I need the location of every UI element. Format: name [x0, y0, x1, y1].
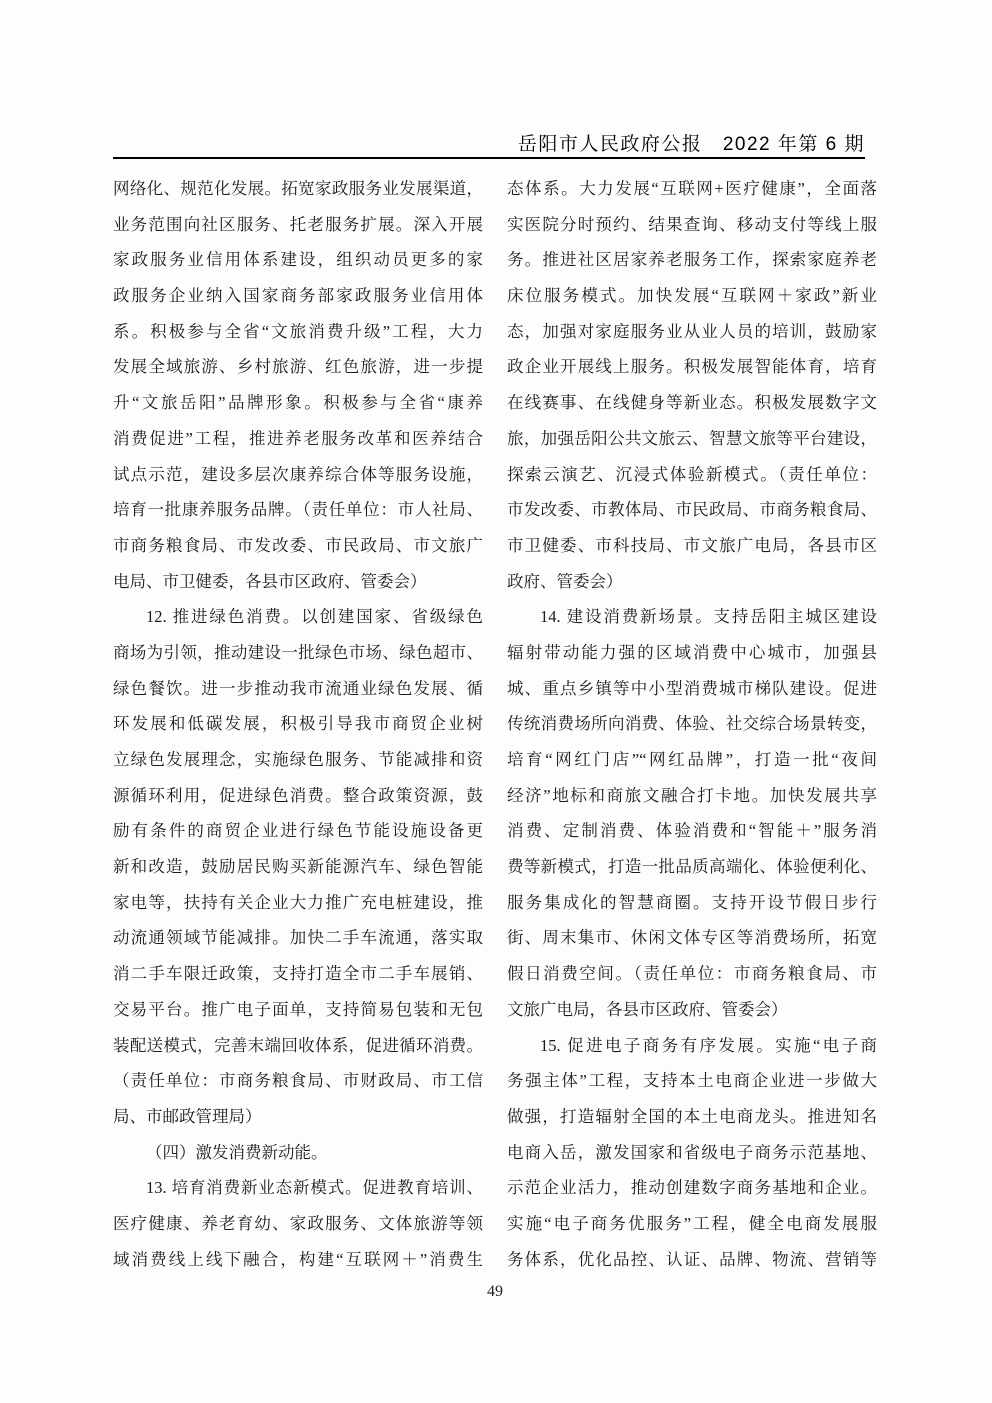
header-divider: [113, 157, 865, 159]
text-line: 态体系。大力发展“互联网+医疗健康”，全面落: [507, 179, 877, 198]
text-line: 市发改委、市教体局、市民政局、市商务粮食局、: [507, 500, 877, 520]
text-line: 文旅广电局，各县市区政府、管委会）: [507, 999, 788, 1019]
text-line: 在线赛事、在线健身等新业态。积极发展数字文: [507, 393, 877, 413]
text-line: 培育一批康养服务品牌。（责任单位：市人社局、: [113, 500, 483, 520]
text-line: 费等新模式，打造一批品质高端化、体验便利化、: [507, 857, 877, 877]
text-line: 业务范围向社区服务、托老服务扩展。深入开展: [113, 214, 483, 234]
text-line: 政服务企业纳入国家商务部家政服务业信用体: [113, 286, 483, 306]
left-column: [113, 171, 483, 1277]
page-number: 49: [487, 1283, 503, 1300]
text-line: 培育“网红门店”“网红品牌”，打造一批“夜间: [507, 750, 877, 769]
text-line: 态，加强对家庭服务业从业人员的培训，鼓励家: [507, 321, 877, 341]
text-line: 新和改造，鼓励居民购买新能源汽车、绿色智能: [113, 857, 483, 877]
text-line: 电商入岳，激发国家和省级电子商务示范基地、: [507, 1142, 877, 1162]
text-line: 实医院分时预约、结果查询、移动支付等线上服: [507, 214, 877, 234]
text-line: 13. 培育消费新业态新模式。促进教育培训、: [146, 1178, 483, 1198]
text-line: 环发展和低碳发展，积极引导我市商贸企业树: [113, 714, 483, 734]
text-line: 局、市邮政管理局）: [113, 1106, 262, 1126]
text-line: 15. 促进电子商务有序发展。实施“电子商: [540, 1035, 877, 1055]
text-line: 立绿色发展理念，实施绿色服务、节能减排和资: [113, 750, 483, 769]
right-column: [507, 171, 877, 1277]
text-line: 家政服务业信用体系建设，组织动员更多的家: [113, 250, 483, 270]
text-line: 实施“电子商务优服务”工程，健全电商发展服: [507, 1213, 877, 1233]
text-line: 市商务粮食局、市发改委、市民政局、市文旅广: [113, 535, 483, 555]
text-line: 12. 推进绿色消费。以创建国家、省级绿色: [146, 607, 483, 627]
text-line: 示范企业活力，推动创建数字商务基地和企业。: [507, 1178, 877, 1198]
text-line: 消费促进”工程，推进养老服务改革和医养结合: [113, 428, 483, 448]
text-line: 政府、管委会）: [507, 571, 623, 591]
text-line: 服务集成化的智慧商圈。支持开设节假日步行: [507, 892, 877, 912]
text-line: 务体系，优化品控、认证、品牌、物流、营销等: [507, 1249, 877, 1269]
text-line: （责任单位：市商务粮食局、市财政局、市工信: [113, 1071, 483, 1091]
text-line: 务强主体”工程，支持本土电商企业进一步做大: [507, 1071, 877, 1091]
text-line: 消费、定制消费、体验消费和“智能＋”服务消: [507, 821, 877, 841]
text-line: （四）激发消费新动能。: [146, 1142, 328, 1162]
text-line: 传统消费场所向消费、体验、社交综合场景转变，: [507, 714, 877, 734]
text-line: 消二手车限迁政策，支持打造全市二手车展销、: [113, 964, 483, 984]
text-line: 域消费线上线下融合，构建“互联网＋”消费生: [113, 1249, 483, 1269]
text-line: 系。积极参与全省“文旅消费升级”工程，大力: [113, 321, 483, 341]
text-line: 励有条件的商贸企业进行绿色节能设施设备更: [113, 821, 483, 841]
article-body: [113, 171, 877, 1277]
text-line: 旅，加强岳阳公共文旅云、智慧文旅等平台建设，: [507, 428, 877, 448]
text-line: 街、周末集市、休闲文体专区等消费场所，拓宽: [507, 928, 877, 948]
text-line: 经济”地标和商旅文融合打卡地。加快发展共享: [507, 785, 877, 805]
text-line: 电局、市卫健委，各县市区政府、管委会）: [113, 571, 427, 591]
text-line: 试点示范，建设多层次康养综合体等服务设施，: [113, 464, 483, 484]
text-line: 交易平台。推广电子面单，支持简易包装和无包: [113, 999, 483, 1019]
text-line: 装配送模式，完善末端回收体系，促进循环消费。: [113, 1035, 483, 1055]
text-line: 14. 建设消费新场景。支持岳阳主城区建设: [540, 607, 877, 627]
text-line: 网络化、规范化发展。拓宽家政服务业发展渠道，: [113, 179, 483, 198]
text-line: 做强，打造辐射全国的本土电商龙头。推进知名: [507, 1106, 877, 1126]
text-line: 医疗健康、养老育幼、家政服务、文体旅游等领: [113, 1213, 483, 1233]
text-line: 床位服务模式。加快发展“互联网＋家政”新业: [507, 286, 877, 306]
text-line: 升“文旅岳阳”品牌形象。积极参与全省“康养: [113, 393, 483, 413]
page-footer: [113, 1283, 877, 1301]
text-line: 假日消费空间。（责任单位：市商务粮食局、市: [507, 964, 877, 984]
text-line: 务。推进社区居家养老服务工作，探索家庭养老: [507, 250, 877, 270]
text-line: 城、重点乡镇等中小型消费城市梯队建设。促进: [507, 678, 877, 698]
text-line: 发展全域旅游、乡村旅游、红色旅游，进一步提: [113, 357, 483, 377]
gazette-header-title: 岳阳市人民政府公报 2022 年第 6 期: [517, 134, 865, 155]
text-line: 动流通领域节能减排。加快二手车流通，落实取: [113, 928, 483, 948]
text-line: 辐射带动能力强的区域消费中心城市，加强县: [507, 642, 877, 662]
text-line: 政企业开展线上服务。积极发展智能体育，培育: [507, 357, 877, 377]
text-line: 绿色餐饮。进一步推动我市流通业绿色发展、循: [113, 678, 483, 698]
text-line: 市卫健委、市科技局、市文旅广电局，各县市区: [507, 535, 877, 555]
text-line: 探索云演艺、沉浸式体验新模式。（责任单位：: [507, 464, 877, 484]
text-line: 源循环利用，促进绿色消费。整合政策资源，鼓: [113, 785, 483, 805]
text-line: 家电等，扶持有关企业大力推广充电桩建设，推: [113, 892, 483, 912]
text-line: 商场为引领，推动建设一批绿色市场、绿色超市、: [113, 642, 483, 662]
